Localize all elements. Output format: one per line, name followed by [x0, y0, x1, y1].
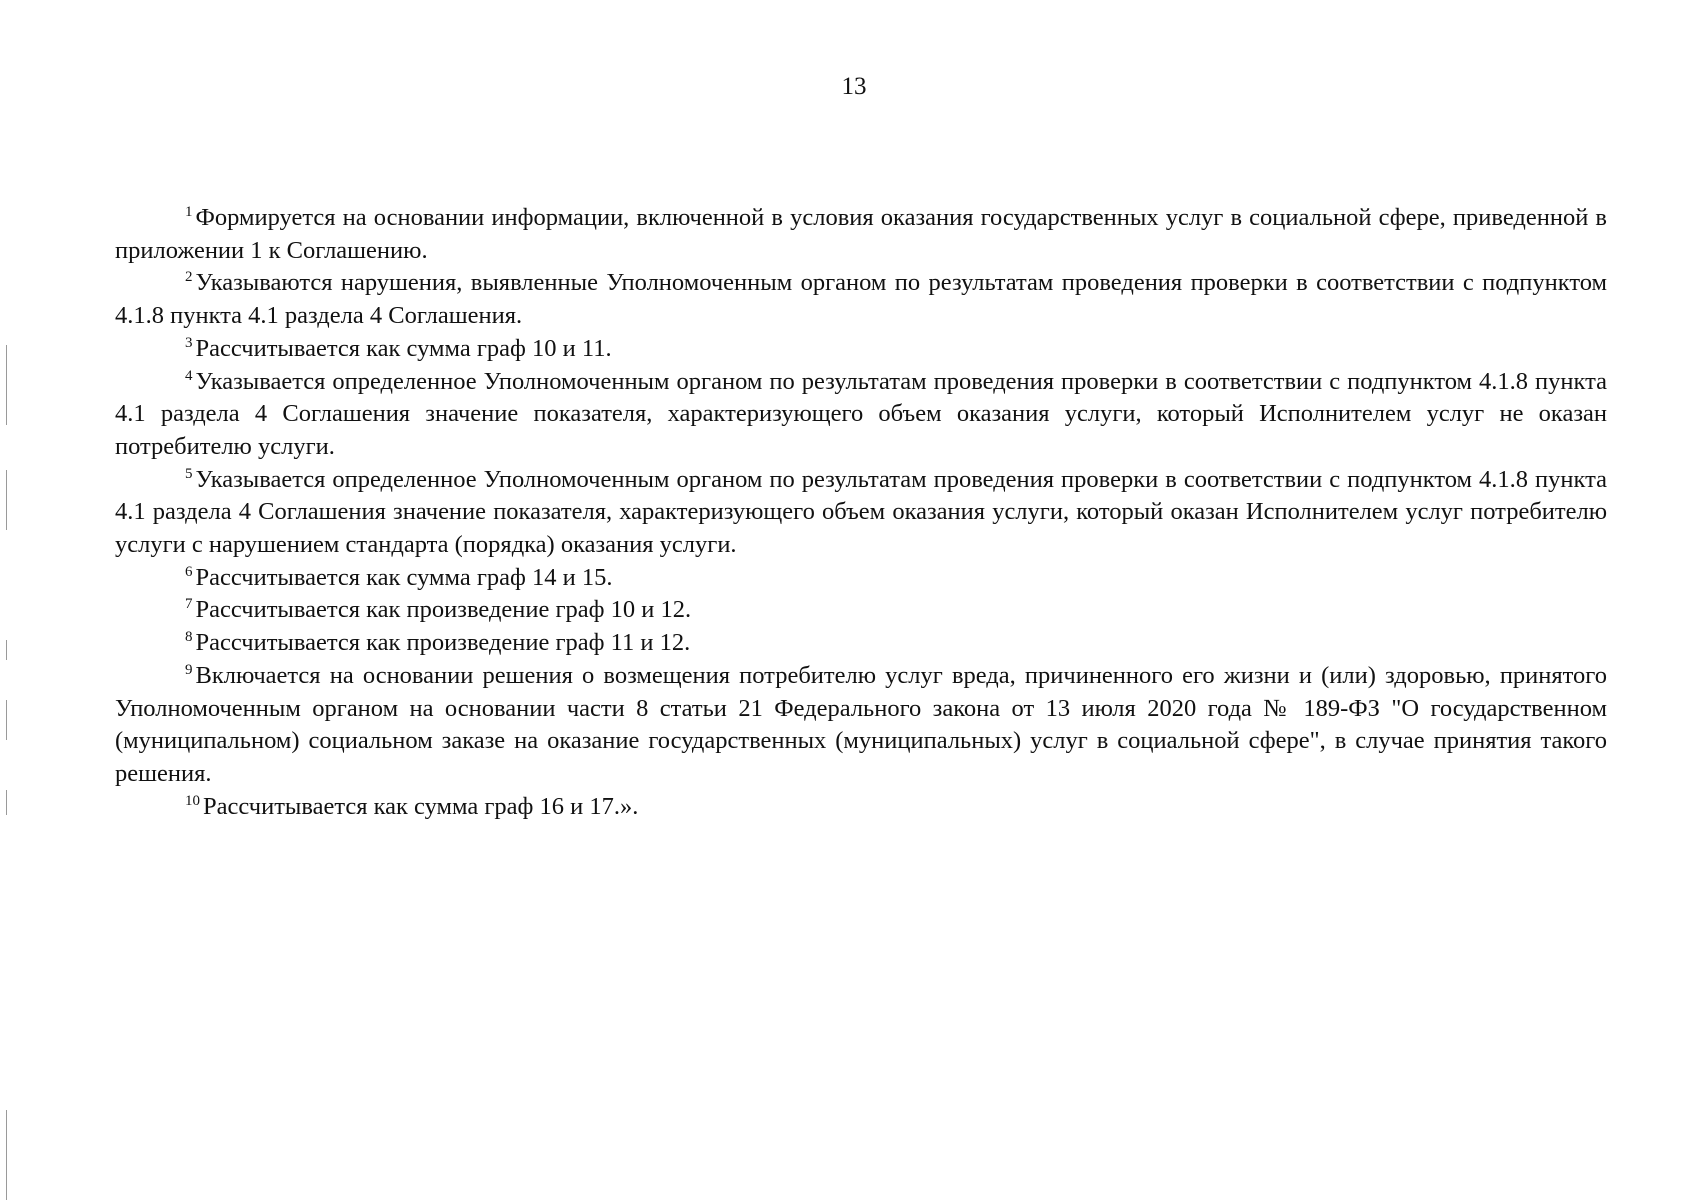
- footnote-3: [115, 333, 1607, 366]
- footnote-7: [115, 594, 1607, 627]
- footnote-2: [115, 267, 1607, 332]
- footnote-text: Рассчитывается как произведение граф 10 и 12.: [195, 596, 692, 624]
- footnote-text: Формируется на основании информации, включенной в условия оказания государственных услуг в социальной сфере, приведенной в приложении 1 к Соглашению.: [115, 204, 1607, 264]
- footnote-10: [115, 791, 1607, 824]
- footnote-1: [115, 202, 1607, 267]
- footnote-6: [115, 562, 1607, 595]
- footnote-9: [115, 660, 1607, 791]
- footnote-text: Указывается определенное Уполномоченным органом по результатам проведения проверки в соответствии с подпунктом 4.1.8 пункта 4.1 раздела 4 Соглашения значение показателя, характеризующего объем оказания услуги, который оказан Исполнителем услуг потребителю услуги с нарушением стандарта (порядка) оказания услуги.: [115, 465, 1607, 559]
- footnote-marker: 3: [185, 334, 193, 351]
- footnote-marker: 10: [185, 792, 200, 809]
- footnote-text: Рассчитывается как сумма граф 10 и 11.: [195, 334, 612, 362]
- footnote-marker: 1: [185, 204, 193, 220]
- scan-edge-mark: [6, 640, 7, 660]
- footnote-text: Указывается определенное Уполномоченным органом по результатам проведения проверки в соответствии с подпунктом 4.1.8 пункта 4.1 раздела 4 Соглашения значение показателя, характеризующего объем оказания услуги, который Исполнителем услуг не оказан потребителю услуги.: [115, 367, 1607, 460]
- footnote-text: Рассчитывается как сумма граф 16 и 17.».: [203, 792, 639, 820]
- footnote-text: Рассчитывается как сумма граф 14 и 15.: [195, 563, 613, 591]
- scan-edge-mark: [6, 470, 7, 530]
- scan-edge-mark: [6, 700, 7, 740]
- footnote-marker: 6: [185, 563, 193, 580]
- scan-edge-mark: [6, 790, 7, 815]
- page-number: 13: [841, 73, 867, 100]
- footnote-5: [115, 464, 1607, 562]
- footnotes-list: [115, 202, 1607, 823]
- footnote-marker: 4: [185, 367, 193, 384]
- footnote-marker: 7: [185, 596, 193, 613]
- footnote-marker: 8: [185, 629, 193, 646]
- footnote-marker: 2: [185, 269, 193, 286]
- footnote-text: Включается на основании решения о возмещения потребителю услуг вреда, причиненного его жизни и (или) здоровью, принятого Уполномоченным органом на основании части 8 статьи 21 Федерального закона от 13 июля 2020 года № 189-ФЗ "О государственном (муниципальном) социальном заказе на оказание государственных (муниципальных) услуг в социальной сфере", в случае принятия такого решения.: [115, 661, 1607, 787]
- scan-edge-mark: [6, 1110, 7, 1200]
- footnote-marker: 9: [185, 661, 193, 678]
- footnote-text: Указываются нарушения, выявленные Уполномоченным органом по результатам проведения проверки в соответствии с подпунктом 4.1.8 пункта 4.1 раздела 4 Соглашения.: [115, 269, 1607, 330]
- footnote-text: Рассчитывается как произведение граф 11 и 12.: [195, 629, 691, 657]
- footnote-4: [115, 366, 1607, 464]
- footnote-marker: 5: [185, 465, 193, 482]
- scan-edge-mark: [6, 345, 7, 425]
- footnote-8: [115, 627, 1607, 660]
